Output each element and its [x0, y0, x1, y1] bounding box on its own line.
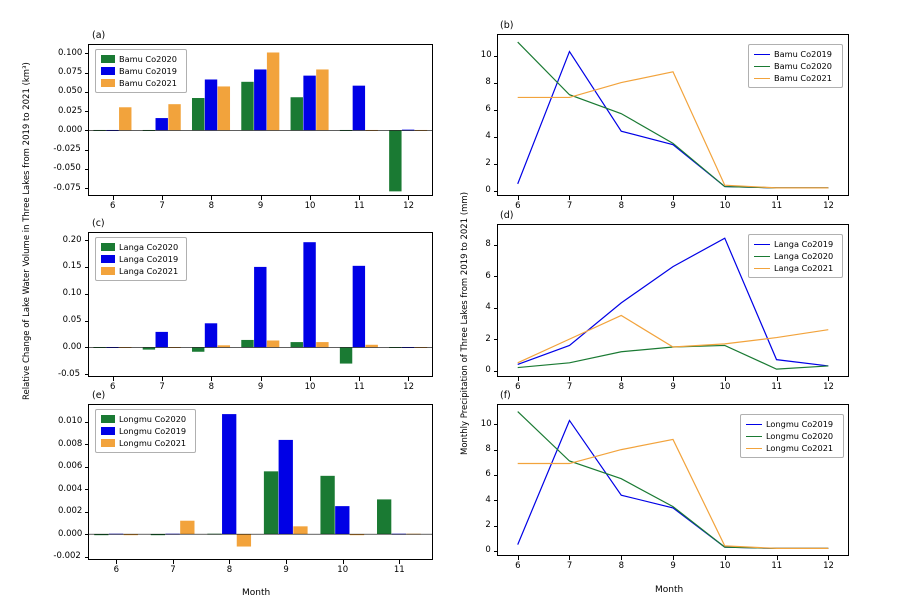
x-tick	[359, 196, 360, 200]
legend-row	[101, 253, 181, 265]
legend-row	[754, 250, 837, 262]
legend-line-blue	[754, 244, 770, 245]
y-tick-label: 0	[485, 365, 491, 376]
panel-c-label: (c)	[92, 218, 105, 229]
legend-label: Longmu Co2021	[119, 438, 187, 448]
x-tick-label: 10	[304, 382, 316, 392]
x-tick	[828, 196, 829, 200]
x-tick	[725, 377, 726, 381]
x-tick-label: 8	[208, 382, 215, 392]
x-tick	[408, 196, 409, 200]
y-tick	[494, 110, 498, 111]
legend-label: Langa Co2019	[119, 254, 179, 264]
y-tick	[85, 150, 89, 151]
y-tick	[494, 371, 498, 372]
y-tick-label: 0.20	[62, 234, 82, 245]
x-tick-label: 11	[771, 382, 783, 392]
legend-label: Longmu Co2019	[766, 419, 834, 429]
x-tick	[777, 377, 778, 381]
y-tick-label: -0.05	[58, 368, 80, 379]
y-tick	[494, 137, 498, 138]
x-tick-label: 10	[337, 565, 349, 575]
x-tick-label: 9	[257, 201, 264, 211]
legend-label: Longmu Co2019	[119, 426, 187, 436]
legend-row	[101, 413, 190, 425]
y-tick	[85, 73, 89, 74]
x-tick-label: 9	[670, 561, 676, 571]
legend-row	[101, 65, 181, 77]
y-tick	[494, 83, 498, 84]
y-tick	[85, 534, 89, 535]
legend-line-orange	[746, 448, 762, 449]
x-tick-label: 9	[670, 201, 676, 211]
x-tick-label: 6	[110, 201, 116, 211]
legend-row	[101, 53, 181, 65]
legend-swatch-orange	[101, 439, 115, 447]
legend-swatch-orange	[101, 79, 115, 87]
legend-line-orange	[754, 268, 770, 269]
y-tick	[494, 500, 498, 501]
y-tick	[494, 308, 498, 309]
x-tick-label: 11	[353, 382, 365, 392]
x-tick-label: 7	[170, 565, 176, 575]
legend-label: Langa Co2021	[774, 263, 834, 273]
y-tick	[85, 188, 89, 189]
x-tick-label: 8	[208, 201, 215, 211]
legend-label: Longmu Co2020	[766, 431, 834, 441]
y-tick	[85, 267, 89, 268]
y-tick	[85, 422, 89, 423]
x-tick	[211, 196, 212, 200]
x-tick	[569, 196, 570, 200]
panel-d-label: (d)	[500, 210, 514, 221]
panel-c-legend	[95, 237, 187, 281]
legend-row	[101, 425, 190, 437]
panel-e-xlabel: Month	[242, 588, 271, 598]
y-tick-label: 0.002	[58, 506, 83, 517]
legend-row	[101, 437, 190, 449]
x-tick	[621, 196, 622, 200]
x-tick	[673, 556, 674, 560]
y-tick-label: 6	[485, 104, 491, 115]
legend-label: Bamu Co2020	[774, 61, 832, 71]
panel-a-legend	[95, 49, 187, 93]
x-tick	[621, 377, 622, 381]
legend-swatch-blue	[101, 427, 115, 435]
y-tick-label: 0.025	[58, 105, 83, 116]
x-tick-label: 8	[618, 201, 625, 211]
y-tick-label: 0.006	[58, 461, 83, 472]
x-tick-label: 8	[226, 565, 233, 575]
x-tick-label: 7	[566, 561, 573, 571]
legend-label: Bamu Co2020	[119, 54, 177, 64]
y-tick	[494, 191, 498, 192]
x-tick	[673, 377, 674, 381]
x-tick	[286, 560, 287, 564]
x-tick	[113, 377, 114, 381]
x-tick	[399, 560, 400, 564]
y-tick-label: 4	[485, 494, 491, 505]
y-tick-label: -0.050	[53, 163, 81, 174]
x-tick-label: 8	[618, 382, 625, 392]
x-tick	[261, 377, 262, 381]
y-tick	[85, 53, 89, 54]
y-tick	[85, 169, 89, 170]
y-tick-label: 8	[485, 239, 491, 249]
y-tick-label: -0.025	[53, 144, 81, 155]
y-tick-label: 10	[480, 50, 492, 61]
legend-label: Langa Co2020	[774, 251, 834, 261]
y-tick-label: 10	[480, 418, 492, 429]
panel-f-legend	[740, 414, 844, 458]
y-tick	[494, 475, 498, 476]
legend-label: Langa Co2021	[119, 266, 179, 276]
x-tick-label: 7	[159, 382, 165, 392]
panel-b-label: (b)	[500, 20, 514, 31]
x-tick	[229, 560, 230, 564]
x-tick-label: 10	[719, 382, 731, 392]
x-tick	[518, 377, 519, 381]
legend-line-green	[754, 66, 770, 67]
y-tick-label: 0.008	[58, 438, 83, 449]
y-tick	[85, 347, 89, 348]
y-tick	[494, 56, 498, 57]
y-tick-label: 0.10	[62, 288, 82, 299]
x-tick-label: 12	[403, 382, 414, 392]
x-tick	[162, 377, 163, 381]
y-tick	[494, 164, 498, 165]
x-tick	[777, 556, 778, 560]
panel-f-xlabel: Month	[655, 585, 684, 595]
legend-label: Langa Co2019	[774, 239, 834, 249]
x-tick-label: 11	[353, 201, 365, 211]
y-tick-label: 0.00	[62, 341, 82, 352]
legend-row	[754, 48, 837, 60]
legend-line-green	[746, 436, 762, 437]
x-tick-label: 12	[823, 561, 834, 571]
y-tick	[85, 557, 89, 558]
legend-line-blue	[746, 424, 762, 425]
x-tick-label: 10	[304, 201, 316, 211]
x-tick-label: 8	[618, 561, 625, 571]
y-tick-label: 0.05	[62, 315, 82, 326]
y-tick-label: 2	[485, 333, 491, 344]
legend-swatch-green	[101, 415, 115, 423]
x-tick-label: 6	[515, 201, 521, 211]
y-tick	[494, 339, 498, 340]
y-tick	[494, 450, 498, 451]
x-tick-label: 12	[823, 201, 834, 211]
x-tick-label: 9	[283, 565, 289, 575]
y-tick-label: 0	[485, 185, 491, 196]
y-tick	[494, 551, 498, 552]
y-tick	[494, 276, 498, 277]
y-tick-label: 0.075	[58, 67, 83, 78]
x-tick-label: 7	[159, 201, 165, 211]
y-tick	[85, 444, 89, 445]
y-tick-label: 8	[485, 77, 491, 88]
x-tick-label: 12	[823, 382, 834, 392]
legend-label: Bamu Co2019	[119, 66, 177, 76]
legend-row	[754, 262, 837, 274]
y-tick-label: 0.15	[62, 261, 82, 272]
y-tick	[85, 240, 89, 241]
legend-row	[746, 418, 838, 430]
legend-row	[754, 238, 837, 250]
legend-line-blue	[754, 54, 770, 55]
y-tick-label: 8	[485, 444, 491, 455]
y-tick	[85, 130, 89, 131]
legend-label: Langa Co2020	[119, 242, 179, 252]
x-tick	[569, 377, 570, 381]
x-tick	[777, 196, 778, 200]
legend-swatch-blue	[101, 255, 115, 263]
y-tick-label: 4	[485, 302, 491, 313]
legend-row	[746, 430, 838, 442]
y-tick	[85, 92, 89, 93]
y-tick	[85, 294, 89, 295]
x-tick	[116, 560, 117, 564]
y-tick-label: 2	[485, 158, 491, 169]
x-tick	[343, 560, 344, 564]
y-tick-label: 2	[485, 520, 491, 531]
y-tick	[85, 111, 89, 112]
y-tick	[85, 512, 89, 513]
x-tick	[673, 196, 674, 200]
legend-label: Bamu Co2021	[774, 73, 832, 83]
y-tick-label: 0.000	[58, 528, 83, 539]
y-tick-label: -0.075	[53, 182, 81, 193]
legend-label: Longmu Co2021	[766, 443, 834, 453]
legend-label: Longmu Co2020	[119, 414, 187, 424]
legend-row	[101, 77, 181, 89]
x-tick-label: 9	[670, 382, 676, 392]
y-tick-label: 4	[485, 131, 491, 142]
x-tick	[211, 377, 212, 381]
y-tick	[494, 245, 498, 246]
x-tick-label: 12	[403, 201, 414, 211]
legend-label: Bamu Co2021	[119, 78, 177, 88]
x-tick	[408, 377, 409, 381]
right-column-ylabel: Monthly Precipitation of Three Lakes from 2019 to 2021 (mm)	[460, 191, 470, 455]
x-tick	[359, 377, 360, 381]
panel-e-legend	[95, 409, 196, 453]
y-tick-label: 6	[485, 270, 491, 281]
left-column-ylabel: Relative Change of Lake Water Volume in Three Lakes from 2019 to 2021 (km³)	[22, 62, 32, 400]
y-tick-label: 0.050	[58, 86, 83, 97]
panel-e-label: (e)	[92, 390, 106, 401]
x-tick-label: 7	[566, 201, 573, 211]
y-tick-label: 0.010	[58, 416, 83, 427]
x-tick	[173, 560, 174, 564]
legend-row	[754, 72, 837, 84]
y-tick	[85, 467, 89, 468]
legend-row	[101, 265, 181, 277]
x-tick	[569, 556, 570, 560]
y-tick	[494, 526, 498, 527]
x-tick	[518, 556, 519, 560]
panel-b-legend	[748, 44, 843, 88]
x-tick-label: 10	[719, 201, 731, 211]
legend-swatch-blue	[101, 67, 115, 75]
legend-label: Bamu Co2019	[774, 49, 832, 59]
legend-swatch-green	[101, 243, 115, 251]
panel-d-legend	[748, 234, 843, 278]
x-tick-label: 11	[771, 201, 783, 211]
y-tick-label: -0.002	[53, 551, 81, 562]
x-tick	[310, 196, 311, 200]
y-tick-label: 0.004	[58, 483, 83, 494]
legend-row	[754, 60, 837, 72]
x-tick	[113, 196, 114, 200]
legend-row	[746, 442, 838, 454]
x-tick	[310, 377, 311, 381]
x-tick	[621, 556, 622, 560]
x-tick-label: 11	[393, 565, 405, 575]
x-tick-label: 6	[515, 561, 521, 571]
x-tick	[828, 556, 829, 560]
y-tick-label: 0	[485, 545, 491, 556]
x-tick-label: 10	[719, 561, 731, 571]
y-tick	[85, 489, 89, 490]
y-tick-label: 6	[485, 469, 491, 480]
y-tick-label: 0.000	[58, 124, 83, 135]
legend-row	[101, 241, 181, 253]
y-tick	[85, 374, 89, 375]
x-tick	[725, 196, 726, 200]
x-tick-label: 6	[110, 382, 116, 392]
x-tick	[518, 196, 519, 200]
x-tick-label: 11	[771, 561, 783, 571]
y-tick	[494, 424, 498, 425]
x-tick-label: 9	[257, 382, 264, 392]
x-tick	[828, 377, 829, 381]
legend-swatch-orange	[101, 267, 115, 275]
x-tick-label: 6	[113, 565, 120, 575]
y-tick	[85, 321, 89, 322]
x-tick	[261, 196, 262, 200]
y-tick-label: 0.100	[58, 47, 83, 58]
panel-a-label: (a)	[92, 30, 106, 41]
x-tick	[725, 556, 726, 560]
x-tick	[162, 196, 163, 200]
x-tick-label: 7	[566, 382, 573, 392]
legend-line-green	[754, 256, 770, 257]
panel-f-label: (f)	[500, 390, 511, 401]
legend-swatch-green	[101, 55, 115, 63]
legend-line-orange	[754, 78, 770, 79]
x-tick-label: 6	[515, 382, 521, 392]
